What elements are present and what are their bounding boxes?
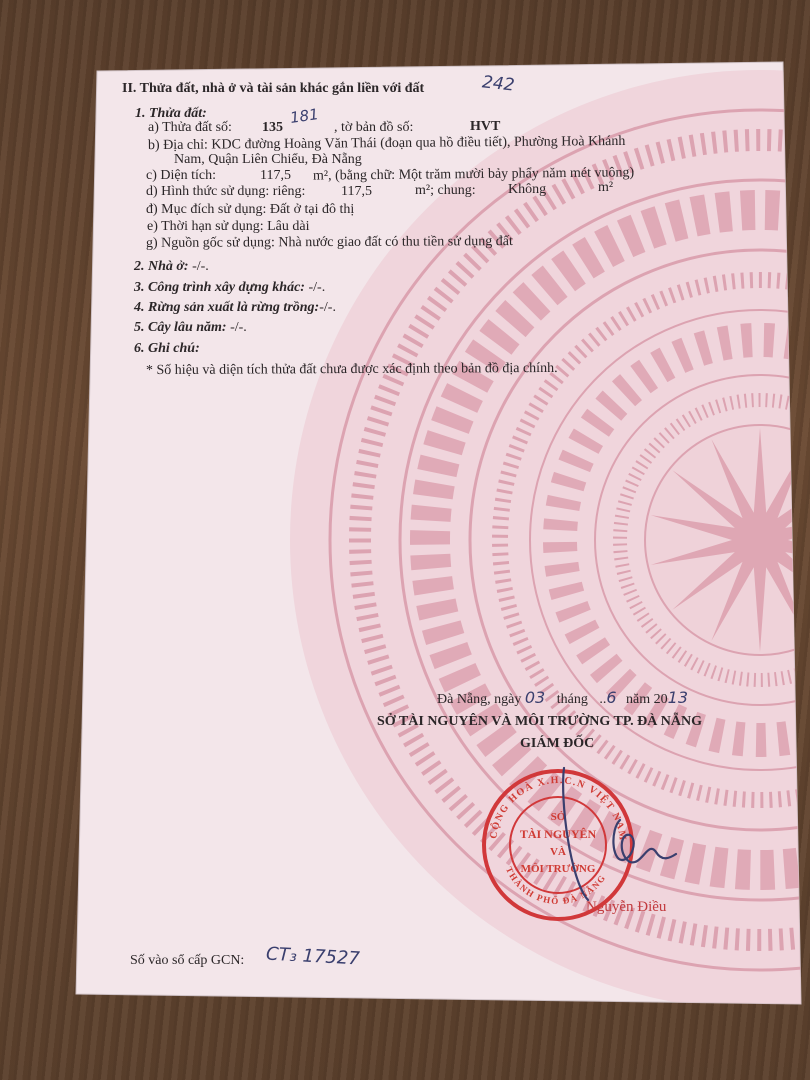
date-prefix: Đà Nẵng, ngày: [437, 692, 522, 707]
area-label: c) Diện tích:: [146, 168, 216, 183]
parcel-number-value: 135: [262, 120, 283, 135]
signer-position: GIÁM ĐỐC: [520, 736, 595, 751]
handwritten-note-top: 242: [481, 72, 516, 96]
forest-label: 4. Rừng sản xuất là rừng trồng:: [134, 300, 320, 315]
house-row: [134, 259, 209, 275]
forest-row: [134, 300, 336, 316]
registry-label: Số vào sổ cấp GCN:: [130, 953, 245, 968]
section-heading: II. Thửa đất, nhà ở và tài sản khác gắn liền với đất: [122, 81, 425, 96]
perennial-value: -/-.: [226, 320, 247, 335]
address-line-1: b) Địa chỉ: KDC đường Hoàng Văn Thái (đoạn qua hồ điều tiết), Phường Hoà Khánh: [147, 133, 626, 154]
seal-ring-top-text: CỘNG HOÀ X.H.C.N VIỆT NAM: [488, 774, 629, 843]
note-row: [134, 341, 200, 357]
footnote: * Số hiệu và diện tích thửa đất chưa được xác định theo bản đồ địa chính.: [145, 360, 558, 379]
map-sheet-label: , tờ bản đồ số:: [334, 120, 414, 135]
parcel-number-label: a) Thửa đất số:: [148, 120, 232, 135]
address-line-2: Nam, Quận Liên Chiểu, Đà Nẵng: [174, 152, 362, 167]
seal-center-line-2: TÀI NGUYÊN: [519, 827, 597, 841]
other-construction-row: [134, 280, 325, 296]
area-in-words: m², (bằng chữ: Một trăm mười bảy phẩy năm mét vuông): [312, 165, 635, 184]
registry-number: CT₃ 17527: [265, 943, 361, 970]
land-purpose: đ) Mục đích sử dụng: Đất ở tại đô thị: [146, 202, 355, 217]
issuing-agency: SỞ TÀI NGUYÊN VÀ MÔI TRƯỜNG TP. ĐÀ NẴNG: [377, 714, 703, 729]
usage-common-unit: m²: [598, 180, 614, 195]
note-label: 6. Ghi chú:: [134, 341, 200, 356]
seal-ring-bottom-text: THÀNH PHỐ ĐÀ NẴNG: [503, 865, 608, 907]
usage-term: e) Thời hạn sử dụng: Lâu dài: [147, 219, 310, 234]
usage-common-label: m²; chung:: [415, 183, 476, 198]
usage-form-label: d) Hình thức sử dụng: riêng:: [146, 184, 306, 199]
signer-name: Nguyễn Điều: [586, 899, 667, 915]
date-line: Đà Nẵng, ngày 03 tháng ..6 năm 2013: [437, 688, 688, 707]
usage-common-value: Không: [508, 182, 547, 197]
usage-origin: g) Nguồn gốc sử dụng: Nhà nước giao đất có thu tiền sử dụng đất: [145, 234, 513, 251]
area-value: 117,5: [260, 168, 291, 183]
house-value: -/-.: [188, 259, 209, 274]
perennial-row: [134, 320, 247, 336]
seal-center-line-3: VÀ: [550, 846, 566, 858]
parcel-number-line: [148, 120, 232, 136]
other-construction-value: -/-.: [304, 280, 326, 295]
house-label: 2. Nhà ở:: [134, 259, 189, 274]
official-seal: [470, 760, 700, 930]
usage-private-value: 117,5: [341, 184, 372, 199]
forest-value: -/-.: [319, 300, 336, 315]
seal-center-line-1: SỞ: [550, 811, 566, 823]
seal-center-line-4: MÔI TRƯỜNG: [520, 863, 596, 875]
parcel-number-handwritten: 181: [288, 105, 320, 127]
date-day: 03: [524, 688, 546, 707]
perennial-label: 5. Cây lâu năm:: [134, 320, 227, 335]
date-month: 6: [606, 688, 617, 707]
other-construction-label: 3. Công trình xây dựng khác:: [134, 280, 305, 295]
parcel-title: 1. Thửa đất:: [135, 106, 207, 121]
map-sheet-value: HVT: [470, 119, 501, 134]
year-label: năm 20: [626, 692, 668, 707]
date-year: 13: [667, 688, 688, 707]
month-label: tháng: [556, 692, 588, 707]
